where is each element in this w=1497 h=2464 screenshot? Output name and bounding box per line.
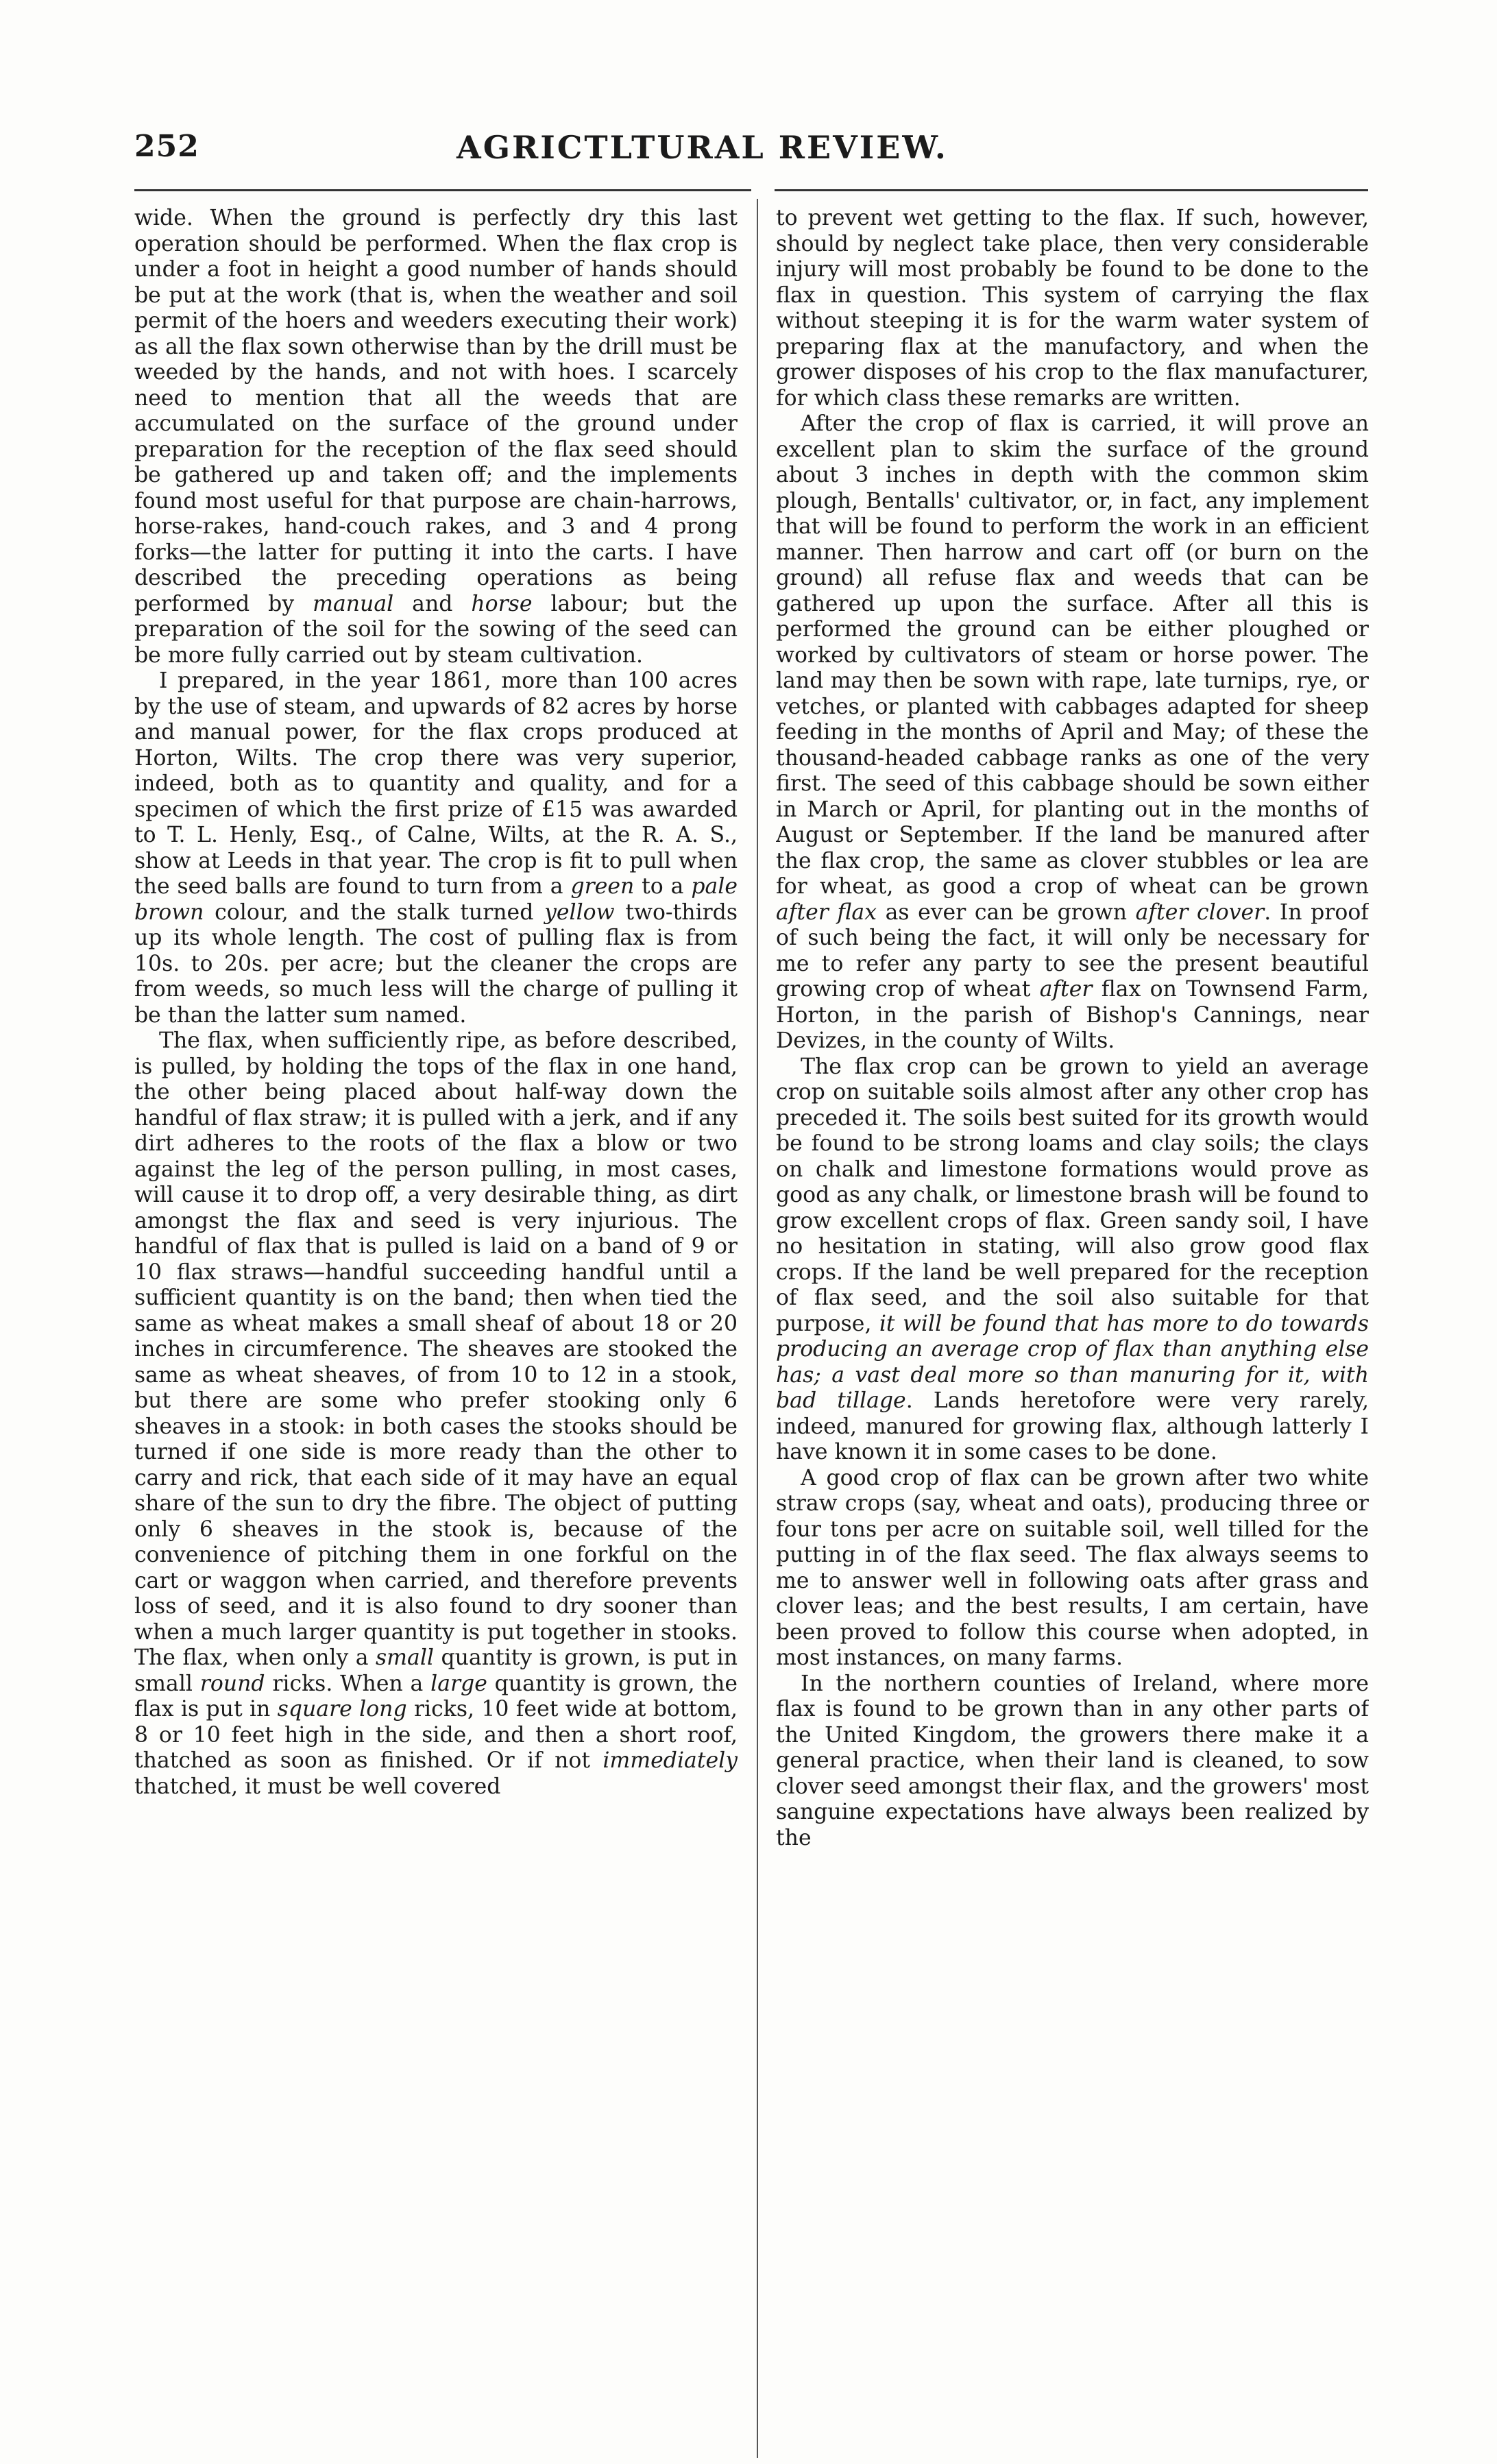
text-run: quantity is grown, is put in small: [134, 1645, 738, 1696]
paragraph: [134, 206, 738, 668]
italic-run: square long: [277, 1697, 407, 1722]
text-run: and: [393, 591, 472, 616]
column-divider: [757, 199, 758, 2458]
text-run: thatched, it must be well covered: [134, 1774, 501, 1799]
text-run: to a: [634, 874, 692, 899]
text-run: labour; but the preparation of the soil for the sowing of the seed can be more fully carried out by steam cultivation.: [134, 591, 738, 668]
paragraph: [134, 1028, 738, 1800]
text-run: ricks, 10 feet wide at bottom, 8 or 10 feet high in the side, and then a short roof, thatched as soon as finished. Or if not: [134, 1697, 738, 1773]
text-run: as ever can be grown: [876, 899, 1136, 925]
italic-run: after: [1039, 977, 1093, 1002]
text-run: . Lands heretofore were very rarely, indeed, manured for growing flax, although latterly I have known it in some cases to be done.: [776, 1388, 1369, 1464]
paragraph: [776, 411, 1369, 1054]
text-run: A good crop of flax can be grown after two white straw crops (say, wheat and oats), producing three or four tons per acre on suitable soil, well tilled for the putting in of the flax seed. The flax always seems to me to answer well in following oats after grass and clover leas; and the best results, I am certain, have been proved to follow this course when adopted, in most instances, on many farms.: [776, 1465, 1369, 1670]
text-run: In the northern counties of Ireland, where more flax is found to be grown than in any other parts of the United Kingdom, the growers there make it a general practice, when their land is cleaned, to sow clover seed amongst their flax, and the growers' most sanguine expectations have always been realized by the: [776, 1671, 1369, 1850]
italic-run: it will be found that has more to do towards producing an average crop of flax than anything else has; a vast deal more so than manuring for it, with bad tillage: [776, 1311, 1369, 1413]
italic-run: yellow: [544, 899, 615, 925]
italic-run: green: [570, 874, 635, 899]
text-run: The flax crop can be grown to yield an average crop on suitable soils almost after any other crop has preceded it. The soils best suited for its growth would be found to be strong loams and clay soils; the clays on chalk and limestone formations would prove as good as any chalk, or limestone brash will be found to grow excellent crops of flax. Green sandy soil, I have no hesitation in stating, will also grow good flax crops. If the land be well prepared for the reception of flax seed, and the soil also suitable for that purpose,: [776, 1054, 1369, 1336]
paragraph: [776, 206, 1369, 411]
italic-run: small: [376, 1645, 434, 1670]
text-run: After the crop of flax is carried, it will prove an excellent plan to skim the surface of the ground about 3 inches in depth with the common skim plough, Bentalls' cultivator, or, in fact, any implement that will be found to perform the work in an efficient manner. Then harrow and cart off (or burn on the ground) all refuse flax and weeds that can be gathered up upon the surface. After all this is performed the ground can be either ploughed or worked by cultivators of steam or horse power. The land may then be sown with rape, late turnips, rye, or vetches, or planted with cabbages adapted for sheep feeding in the months of April and May; of these the thousand-headed cabbage ranks as one of the very first. The seed of this cabbage should be sown either in March or April, for planting out in the months of August or September. If the land be manured after the flax crop, the same as clover stubbles or lea are for wheat, as good a crop of wheat can be grown: [776, 411, 1369, 899]
page-header: [134, 129, 1368, 184]
header-rule-left: [134, 189, 751, 191]
text-run: The flax, when sufficiently ripe, as before described, is pulled, by holding the tops of the flax in one hand, the other being placed about half-way down the handful of flax straw; it is pulled with a jerk, and if any dirt adheres to the roots of the flax a blow or two against the leg of the person pulling, in most cases, will cause it to drop off, a very desirable thing, as dirt amongst the flax and seed is very injurious. The handful of flax that is pulled is laid on a band of 9 or 10 flax straws—handful succeeding handful until a sufficient quantity is on the band; then when tied the same as wheat makes a small sheaf of about 18 or 20 inches in circumference. The sheaves are stooked the same as wheat sheaves, of from 10 to 12 in a stook, but there are some who prefer stooking only 6 sheaves in a stook: in both cases the stooks should be turned if one side is more ready than the other to carry and rick, that each side of it may have an equal share of the sun to dry the fibre. The object of putting only 6 sheaves in the stook is, because of the convenience of pitching them in one forkful on the cart or waggon when carried, and therefore prevents loss of seed, and it is also found to dry sooner than when a much larger quantity is put together in stooks. The flax, when only a: [134, 1028, 738, 1670]
text-run: wide. When the ground is perfectly dry this last operation should be performed. When the flax crop is under a foot in height a good number of hands should be put at the work (that is, when the weather and soil permit of the hoers and weeders executing their work) as all the flax sown otherwise than by the drill must be weeded by the hands, and not with hoes. I scarcely need to mention that all the weeds that are accumulated on the surface of the ground under preparation for the reception of the flax seed should be gathered up and taken off; and the implements found most useful for that purpose are chain-harrows, horse-rakes, hand-couch rakes, and 3 and 4 prong forks—the latter for putting it into the carts. I have described the preceding operations as being performed by: [134, 206, 738, 616]
text-run: . In proof of such being the fact, it will only be necessary for me to refer any party to see the present beautiful growing crop of wheat: [776, 899, 1369, 1002]
text-run: flax on Townsend Farm, Horton, in the parish of Bishop's Cannings, near Devizes, in the county of Wilts.: [776, 977, 1369, 1053]
text-run: two-thirds up its whole length. The cost of pulling flax is from 10s. to 20s. per acre; but the cleaner the crops are from weeds, so much less will the charge of pulling it be than the latter sum named.: [134, 899, 738, 1028]
italic-run: round: [199, 1671, 265, 1696]
left-column: [134, 206, 738, 2448]
paragraph: [776, 1671, 1369, 1852]
italic-run: horse: [471, 591, 533, 616]
text-run: colour, and the stalk turned: [204, 899, 545, 925]
right-column: [776, 206, 1369, 2448]
text-run: to prevent wet getting to the flax. If such, however, should by neglect take place, then very considerable injury will most probably be found to be done to the flax in question. This system of carrying the flax without steeping it is for the warm water system of preparing flax at the manufactory, and when the grower disposes of his crop to the flax manufacturer, for which class these remarks are written.: [776, 206, 1369, 411]
italic-run: manual: [313, 591, 394, 616]
running-head: AGRICTLTURAL REVIEW.: [457, 129, 948, 166]
italic-run: immediately: [603, 1748, 738, 1773]
paragraph: [776, 1054, 1369, 1466]
italic-run: after flax: [776, 899, 877, 925]
paragraph: [776, 1466, 1369, 1671]
text-run: I prepared, in the year 1861, more than 100 acres by the use of steam, and upwards of 82 acres by horse and manual power, for the flax crops produced at Horton, Wilts. The crop there was very superior, indeed, both as to quantity and quality, and for a specimen of which the first prize of £15 was awarded to T. L. Henly, Esq., of Calne, Wilts, at the R. A. S., show at Leeds in that year. The crop is fit to pull when the seed balls are found to turn from a: [134, 668, 738, 899]
italic-run: pale brown: [134, 874, 738, 925]
text-run: ricks. When a: [265, 1671, 431, 1696]
paragraph: [134, 668, 738, 1028]
page-number: 252: [134, 129, 199, 164]
italic-run: large: [430, 1671, 487, 1696]
header-rule-right: [775, 189, 1368, 191]
italic-run: after clover: [1135, 899, 1265, 925]
text-run: quantity is grown, the flax is put in: [134, 1671, 738, 1722]
